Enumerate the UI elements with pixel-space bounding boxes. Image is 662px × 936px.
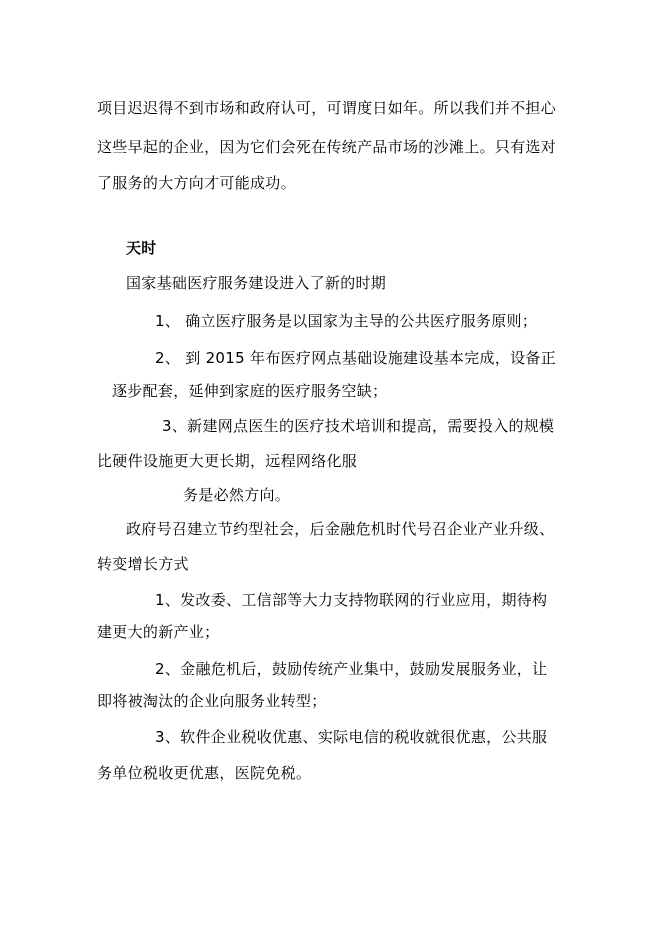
intro-line-1: 项目迟迟得不到市场和政府认可，可谓度日如年。所以我们并不担心 (97, 99, 557, 117)
healthcare-item-3-line-3: 务是必然方向。 (183, 486, 291, 504)
policy-item-3-line-1: 3、软件企业税收优惠、实际电信的税收就很优惠，公共服 (155, 728, 548, 746)
intro-line-3: 了服务的大方向才可能成功。 (97, 174, 296, 192)
healthcare-item-3-line-2: 比硬件设施更大更长期，远程网络化服 (97, 452, 358, 470)
healthcare-item-1: 1、 确立医疗服务是以国家为主导的公共医疗服务原则； (155, 312, 538, 330)
section-heading-tianshi: 天时 (126, 239, 157, 257)
intro-line-2: 这些早起的企业，因为它们会死在传统产品市场的沙滩上。只有选对 (97, 138, 557, 156)
healthcare-item-3-line-1: 3、新建网点医生的医疗技术培训和提高，需要投入的规模 (162, 417, 555, 435)
policy-item-1-line-2: 建更大的新产业； (97, 623, 220, 641)
policy-heading-line-1: 政府号召建立节约型社会，后金融危机时代号召企业产业升级、 (126, 520, 555, 538)
healthcare-item-2-line-2: 逐步配套，延伸到家庭的医疗服务空缺； (112, 382, 388, 400)
policy-item-2-line-2: 即将被淘汰的企业向服务业转型； (97, 692, 327, 710)
policy-item-2-line-1: 2、金融危机后，鼓励传统产业集中，鼓励发展服务业，让 (155, 660, 548, 678)
policy-heading-line-2: 转变增长方式 (97, 555, 189, 573)
policy-item-3-line-2: 务单位税收更优惠，医院免税。 (97, 764, 312, 782)
policy-item-1-line-1: 1、发改委、工信部等大力支持物联网的行业应用，期待构 (155, 591, 548, 609)
healthcare-heading: 国家基础医疗服务建设进入了新的时期 (126, 274, 387, 292)
healthcare-item-2-line-1: 2、 到 2015 年布医疗网点基础设施建设基本完成，设备正 (155, 349, 557, 367)
